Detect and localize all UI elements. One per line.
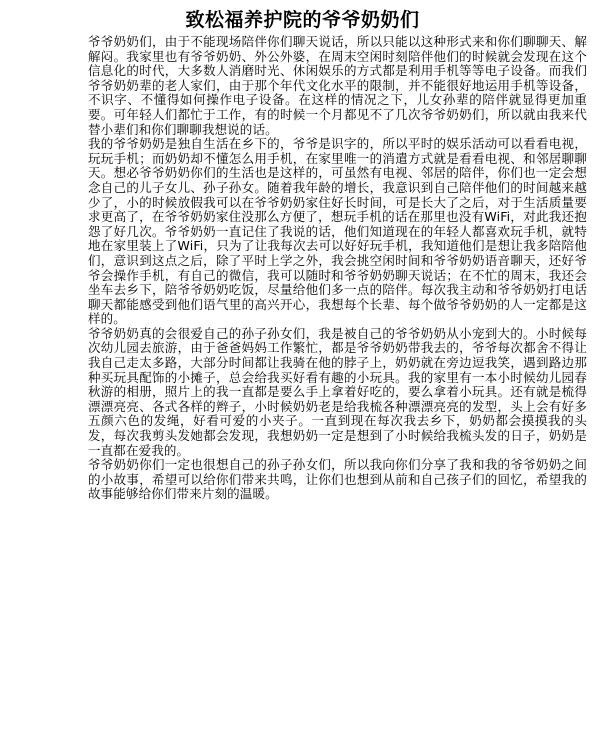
document-body [88,35,587,502]
document-title: 致松福养护院的爷爷奶奶们 [185,9,420,31]
paragraph-4: 爷爷奶奶你们一定也很想自己的孙子孙女们，所以我向你们分享了我和我的爷爷奶奶之间的小故事，希望可以给你们带来共鸣，让你们也想到从前和自己孩子们的回忆，希望我的故事能够给你们带来片刻的温暖。 [88,457,587,502]
paragraph-3: 爷爷奶奶真的会很爱自己的孙子孙女们，我是被自己的爷爷奶奶从小宠到大的。小时候每次幼儿园去旅游，由于爸爸妈妈工作繁忙，都是爷爷奶奶带我去的，爷爷每次都舍不得让我自己走太多路，大部分时间都让我骑在他的脖子上，奶奶就在旁边逗我笑，遇到路边那种买玩具配饰的小摊子，总会给我买好看有趣的小玩具。我的家里有一本小时候幼儿园春秋游的相册，照片上的我一直都是要么手上拿着好吃的，要么拿着小玩具。还有就是梳得漂漂亮亮、各式各样的辫子，小时候奶奶老是给我梳各种漂漂亮亮的发型，头上会有好多五颜六色的发绳，好看可爱的小夹子。一直到现在每次我去乡下，奶奶都会摸摸我的头发，每次我剪头发她都会发现，我想奶奶一定是想到了小时候给我梳头发的日子，奶奶是一直都在爱我的。 [88,325,587,458]
paragraph-2: 我的爷爷奶奶是独自生活在乡下的，爷爷是识字的，所以平时的娱乐活动可以看看电视，玩玩手机；而奶奶却不懂怎么用手机，在家里唯一的消遣方式就是看看电视、和邻居聊聊天。想必爷爷奶奶你们的生活也是这样的，可虽然有电视、邻居的陪伴，你们也一定会想念自己的儿子女儿、孙子孙女。随着我年龄的增长，我意识到自己陪伴他们的时间越来越少了，小的时候放假我可以在爷爷奶奶家住好长时间，可是长大了之后，对于生活质量要求更高了，在爷爷奶奶家住没那么方便了，想玩手机的话在那里也没有WiFi，对此我还抱怨了好几次。爷爷奶奶一直记住了我说的话，他们知道现在的年轻人都喜欢玩手机，就特地在家里装上了WiFi，只为了让我每次去可以好好玩手机，我知道他们是想让我多陪陪他们，意识到这点之后，除了平时上学之外，我会挑空闲时间和爷爷奶奶语音聊天，还好爷爷会操作手机，有自己的微信，我可以随时和爷爷奶奶聊天说话；在不忙的周末，我还会坐车去乡下，陪爷爷奶奶吃饭，尽量给他们多一点的陪伴。每次我主动和爷爷奶奶打电话聊天都能感受到他们语气里的高兴开心，我想每个长辈、每个做爷爷奶奶的人一定都是这样的。 [88,136,587,327]
paragraph-1: 爷爷奶奶们，由于不能现场陪伴你们聊天说话，所以只能以这种形式来和你们聊聊天、解解闷。我家里也有爷爷奶奶、外公外婆，在周末空闲时刻陪伴他们的时候就会发现在这个信息化的时代，大多数人消磨时光、休闲娱乐的方式都是利用手机等等电子设备。而我们爷爷奶奶辈的老人家们，由于那个年代文化水平的限制，并不能很好地运用手机等设备，不识字、不懂得如何操作电子设备。在这样的情况之下，儿女孙辈的陪伴就显得更加重要。可年轻人们都忙于工作，有的时候一个月都见不了几次爷爷奶奶们，所以就由我来代替小辈们和你们聊聊我想说的话。 [88,34,587,137]
